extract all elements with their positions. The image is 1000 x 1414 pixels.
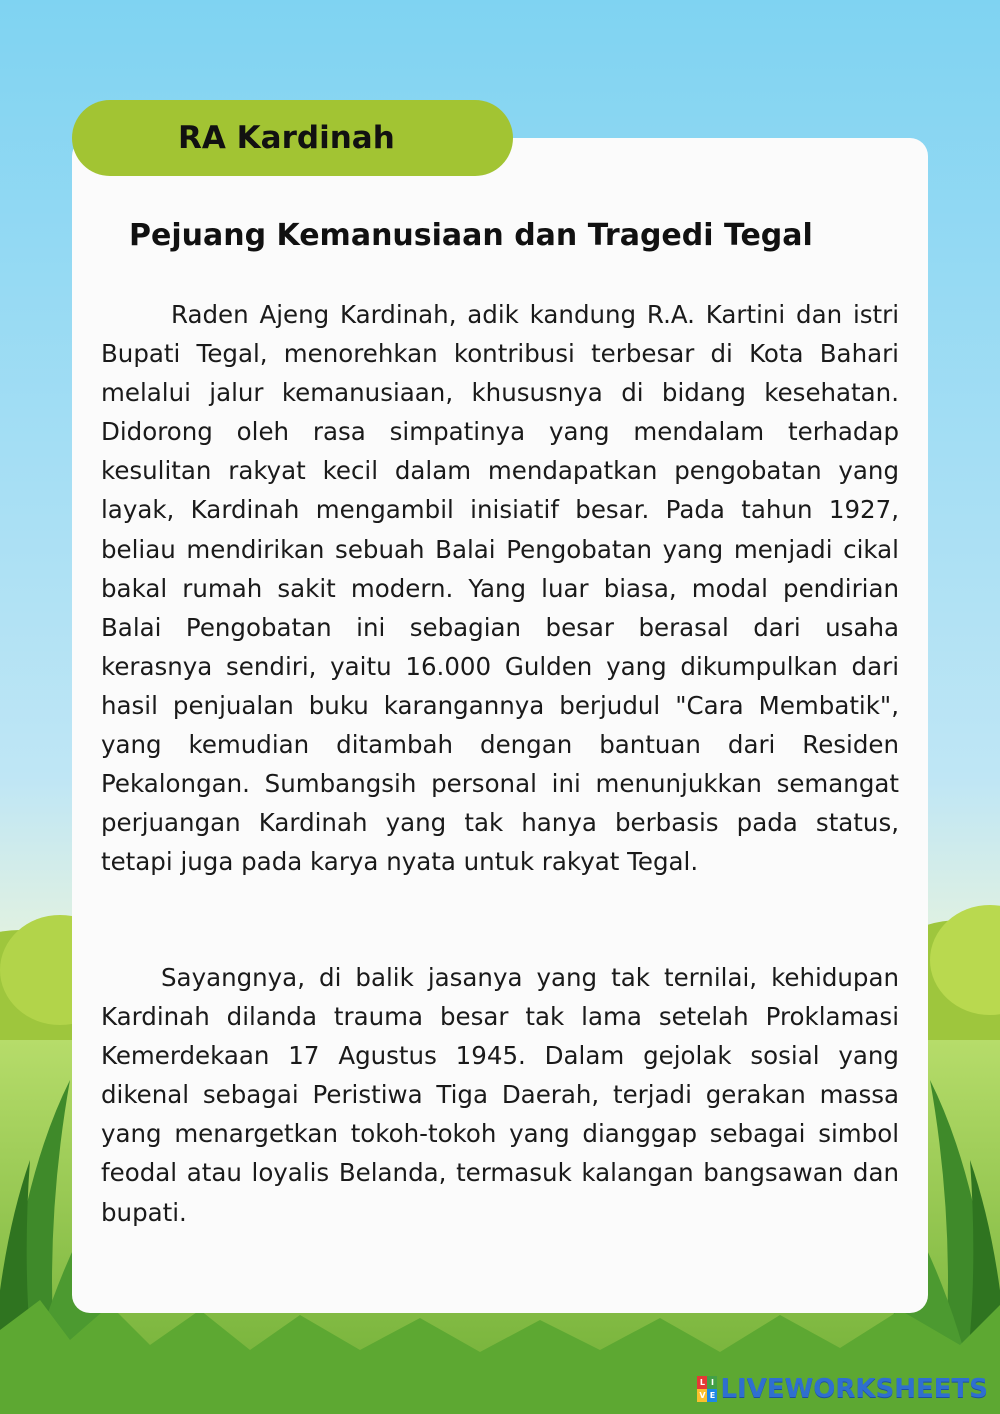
badge-letter-l: L — [697, 1376, 707, 1389]
badge-letter-e: E — [707, 1389, 717, 1402]
badge-letter-v: V — [699, 1391, 706, 1400]
liveworksheets-logo — [697, 1372, 988, 1406]
title-pill: RA Kardinah — [72, 100, 513, 176]
article-paragraph-1: Raden Ajeng Kardinah, adik kandung R.A. Kartini dan istri Bupati Tegal, menorehkan kontribusi terbesar di Kota Bahari melalui jalur kemanusiaan, khususnya di bidang kesehatan. Didorong oleh rasa simpatinya yang mendalam terhadap kesulitan rakyat kecil dalam mendapatkan pengobatan yang layak, Kardinah mengambil inisiatif besar. Pada tahun 1927, beliau mendirikan sebuah Balai Pengobatan yang menjadi cikal bakal rumah sakit modern. Yang luar biasa, modal pendirian Balai Pengobatan ini sebagian besar berasal dari usaha kerasnya sendiri, yaitu 16.000 Gulden yang dikumpulkan dari hasil penjualan buku karangannya berjudul "Cara Membatik", yang kemudian ditambah dengan bantuan dari Residen Pekalongan. Sumbangsih personal ini menunjukkan semangat perjuangan Kardinah yang tak hanya berbasis pada status, tetapi juga pada karya nyata untuk rakyat Tegal. — [101, 300, 899, 877]
article-subtitle: Pejuang Kemanusiaan dan Tragedi Tegal — [129, 218, 813, 253]
liveworksheets-badge-icon — [697, 1376, 717, 1402]
liveworksheets-wordmark: LIVEWORKSHEETS — [720, 1374, 988, 1404]
badge-letter-i: I — [707, 1376, 717, 1389]
article-paragraph-2: Sayangnya, di balik jasanya yang tak ternilai, kehidupan Kardinah dilanda trauma besar tak lama setelah Proklamasi Kemerdekaan 17 Agustus 1945. Dalam gejolak sosial yang dikenal sebagai Peristiwa Tiga Daerah, terjadi gerakan massa yang menargetkan tokoh-tokoh yang dianggap sebagai simbol feodal atau loyalis Belanda, termasuk kalangan bangsawan dan bupati. — [101, 963, 899, 1227]
